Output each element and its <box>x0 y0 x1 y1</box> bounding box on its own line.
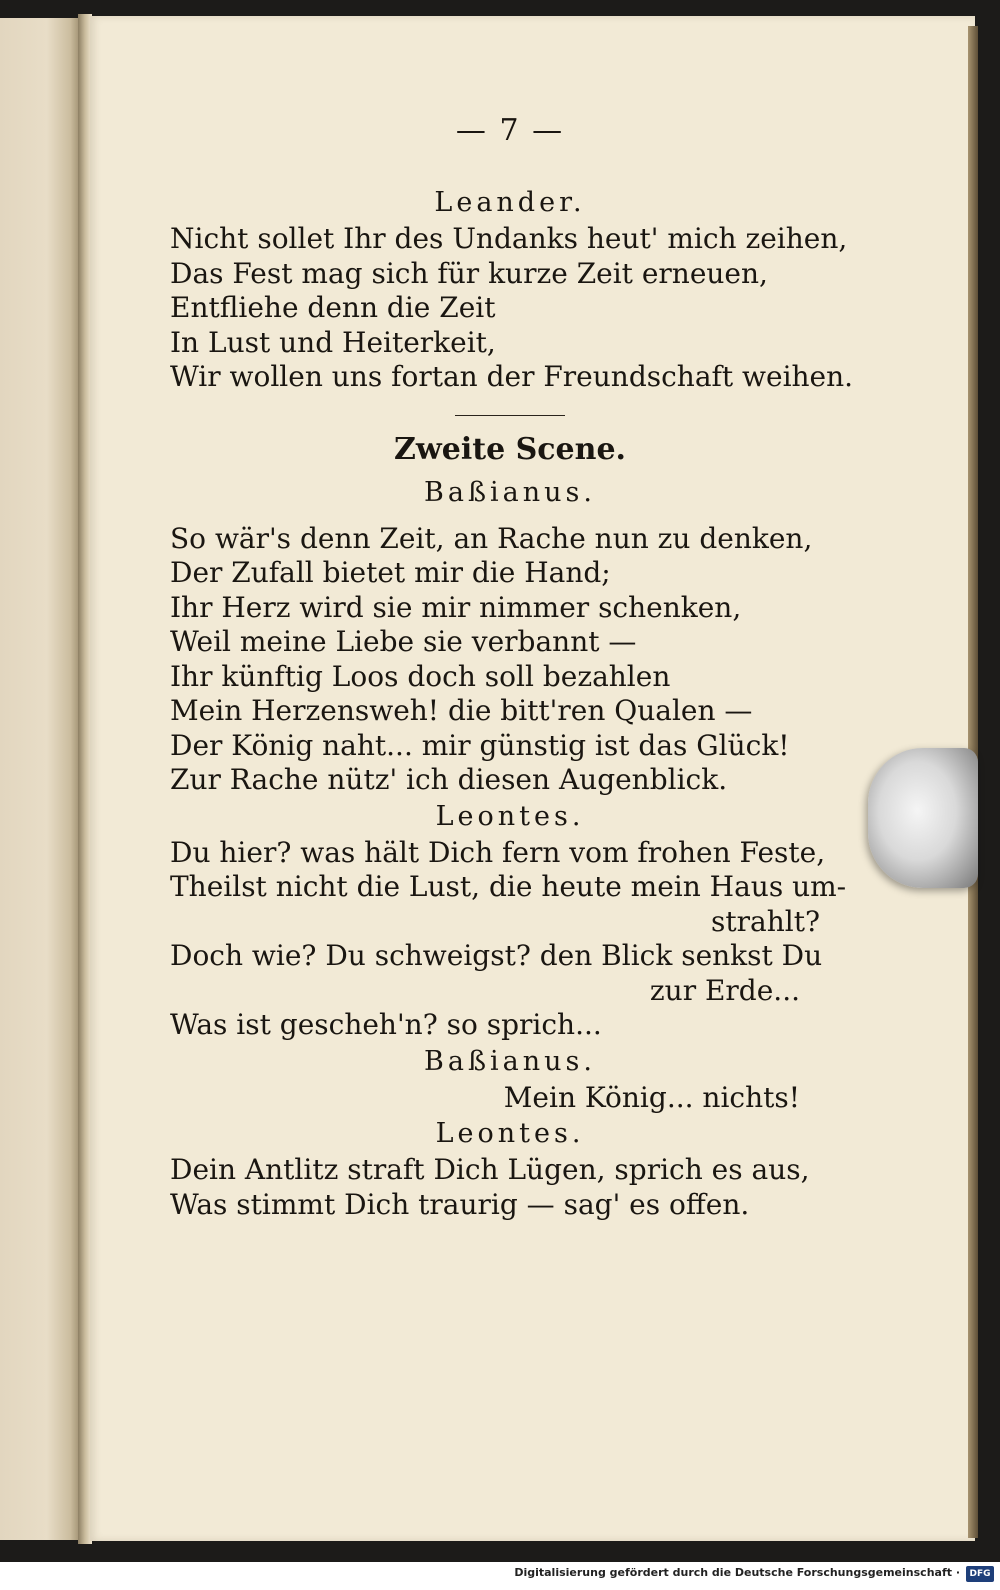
verse-line: Mein Herzensweh! die bitt'ren Qualen — <box>170 694 753 727</box>
verse-line: Ihr künftig Loos doch soll bezahlen <box>170 659 671 693</box>
verse-line: Das Fest mag sich für kurze Zeit erneuen, <box>170 256 768 290</box>
speaker-name: Baßianus. <box>424 1045 596 1077</box>
speaker-name: Baßianus. <box>424 476 596 508</box>
verse-line: Nicht sollet Ihr des Undanks heut' mich zeihen, <box>170 222 848 255</box>
dfg-logo: DFG <box>966 1566 994 1582</box>
verse-line: Ihr Herz wird sie mir nimmer schenken, <box>170 590 742 624</box>
verse-line: So wär's denn Zeit, an Rache nun zu denken, <box>170 521 813 555</box>
speaker-name: Leander. <box>434 187 586 218</box>
verse-line: strahlt? <box>711 904 820 938</box>
speaker-name: Leontes. <box>435 800 585 832</box>
verse-line: Entfliehe denn die Zeit <box>170 291 496 324</box>
verse-line: Du hier? was hält Dich fern vom frohen Feste, <box>170 835 826 869</box>
footer-credit: Digitalisierung gefördert durch die Deutsche Forschungsgemeinschaft · <box>514 1566 960 1579</box>
verse-line: Was stimmt Dich traurig — sag' es offen. <box>170 1187 750 1221</box>
footer-bar <box>0 1562 1000 1590</box>
page-text <box>170 108 854 1222</box>
verse-line: Der König naht... mir günstig ist das Glück! <box>170 728 790 762</box>
verse-line: Der Zufall bietet mir die Hand; <box>170 556 611 589</box>
verse-line: Mein König... nichts! <box>503 1080 800 1114</box>
verse-line: Was ist gescheh'n? so sprich... <box>170 1008 602 1041</box>
verse-line: Weil meine Liebe sie verbannt — <box>170 625 637 658</box>
scene-title: Zweite Scene. <box>394 431 626 467</box>
verse-line: Theilst nicht die Lust, die heute mein Haus um- <box>170 870 847 903</box>
left-page-edge <box>0 18 78 1540</box>
speaker-name: Leontes. <box>435 1118 585 1149</box>
verse-line: Wir wollen uns fortan der Freundschaft weihen. <box>170 360 854 393</box>
verse-line: Doch wie? Du schweigst? den Blick senkst Du <box>170 939 823 972</box>
page-clip <box>868 748 978 888</box>
verse-line: Dein Antlitz straft Dich Lügen, sprich es aus, <box>170 1153 810 1186</box>
scene-divider <box>455 415 565 416</box>
spacer <box>170 512 850 522</box>
verse-line: Zur Rache nütz' ich diesen Augenblick. <box>170 763 728 796</box>
verse-line: zur Erde... <box>649 973 800 1007</box>
page-number: — 7 — <box>455 113 565 148</box>
verse-line: In Lust und Heiterkeit, <box>170 325 496 359</box>
